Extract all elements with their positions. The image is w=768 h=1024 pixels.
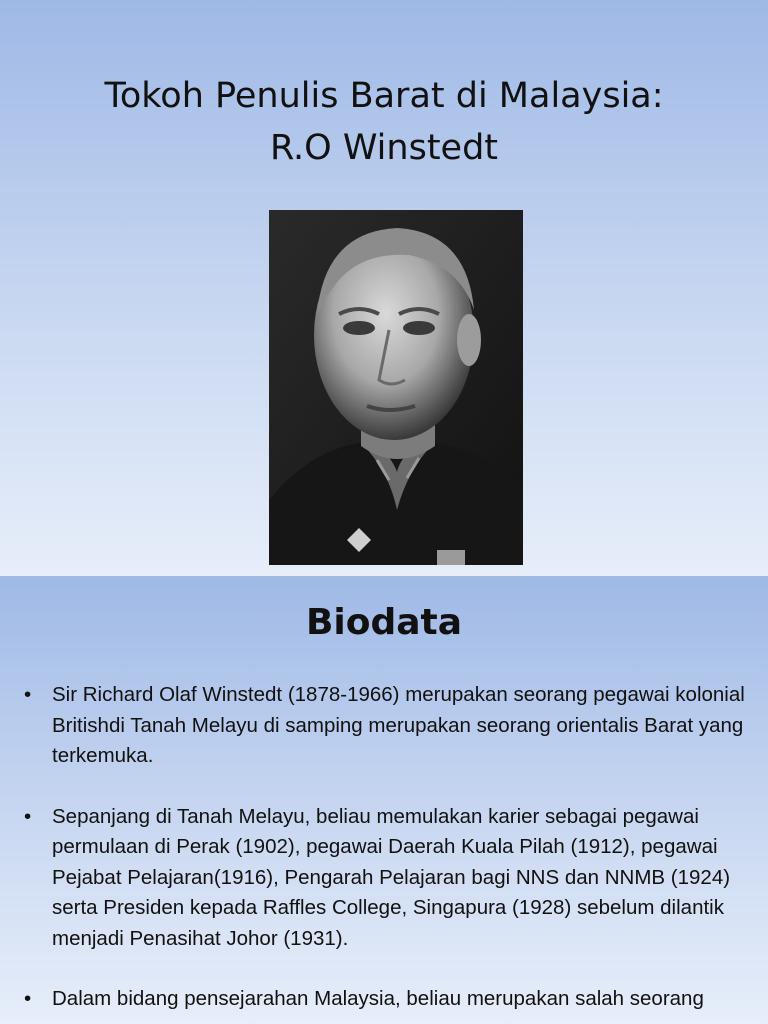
- bullet-dot: •: [24, 987, 32, 1010]
- biodata-slide: [0, 576, 768, 1024]
- bullet-dot: •: [24, 683, 32, 706]
- bullet-text: Sepanjang di Tanah Melayu, beliau memulakan karier sebagai pegawai permulaan di Perak (1902), pegawai Daerah Kuala Pilah (1912), pegawai Pejabat Pelajaran(1916), Pengarah Pelajaran bagi NNS dan NNMB (1924) serta Presiden kepada Raffles College, Singapura (1928) sebelum dilantik menjadi Penasihat Johor (1931).: [52, 804, 731, 950]
- slide-title: [20, 70, 748, 174]
- bullet-text: Sir Richard Olaf Winstedt (1878-1966) merupakan seorang pegawai kolonial Britishdi Tanah Melayu di samping merupakan seorang orientalis Barat yang terkemuka.: [52, 683, 745, 767]
- list-item: [0, 680, 768, 772]
- slide-title-line-1: Tokoh Penulis Barat di Malaysia:: [104, 76, 664, 116]
- portrait-photo: [269, 210, 523, 565]
- list-item: [0, 984, 768, 1015]
- biodata-heading: Biodata: [305, 602, 463, 643]
- list-item: [0, 802, 768, 955]
- bullet-text: Dalam bidang pensejarahan Malaysia, beliau merupakan salah seorang: [52, 987, 704, 1010]
- biodata-list: [0, 680, 768, 1024]
- bullet-dot: •: [24, 804, 32, 828]
- slide-title-line-2: R.O Winstedt: [269, 128, 499, 168]
